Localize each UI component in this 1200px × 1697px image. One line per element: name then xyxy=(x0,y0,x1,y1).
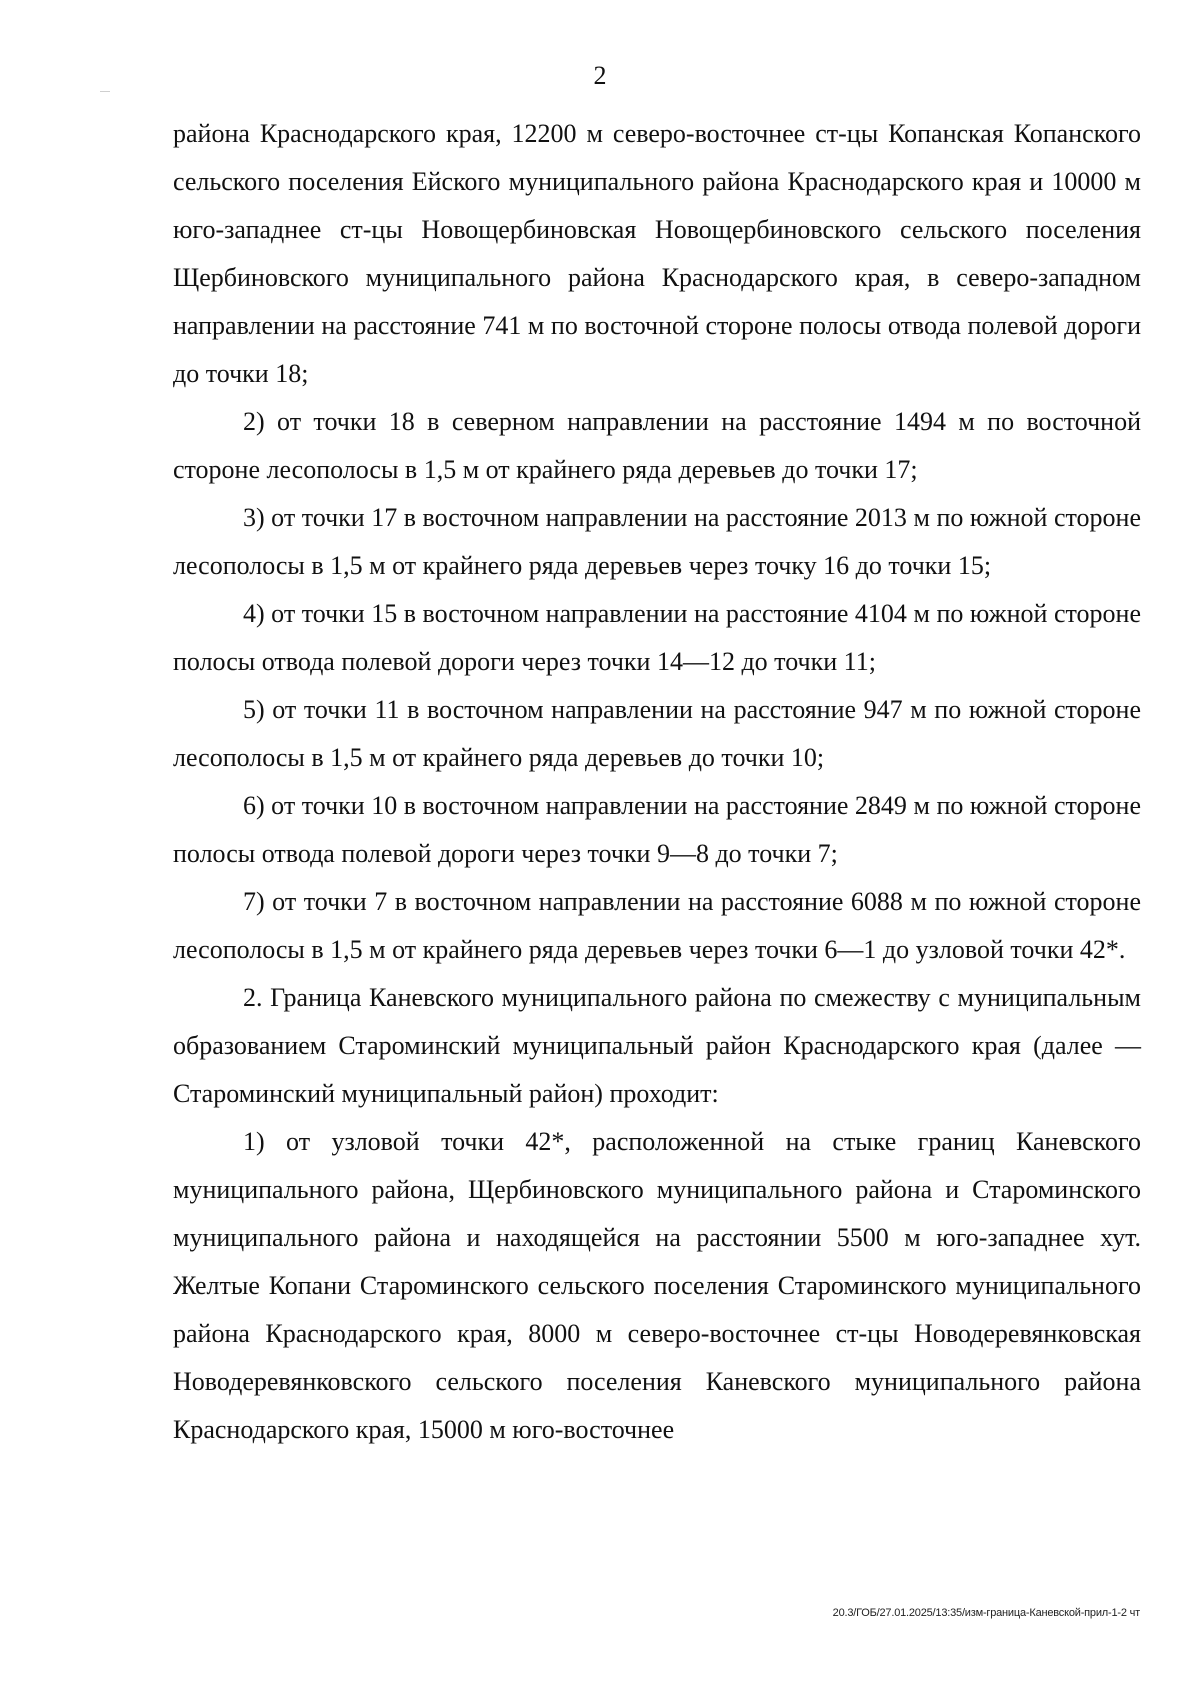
paragraph-section-2-item-1: 1) от узловой точки 42*, расположенной на стыке границ Каневского муниципального района, Щербиновского муниципального района и Староминского муниципального района и находящейся на расстоянии 5500 м юго-западнее хут. Желтые Копани Староминского сельского поселения Староминского муниципального района Краснодарского края, 8000 м северо-восточнее ст-цы Новодеревянковская Новодеревянковского сельского поселения Каневского муниципального района Краснодарского края, 15000 м юго-восточнее xyxy=(173,1127,1141,1444)
paragraph-item-5: 5) от точки 11 в восточном направлении на расстояние 947 м по южной стороне лесополосы в 1,5 м от крайнего ряда деревьев до точки 10; xyxy=(173,695,1141,772)
paragraph-item-7: 7) от точки 7 в восточном направлении на расстояние 6088 м по южной стороне лесополосы в 1,5 м от крайнего ряда деревьев через точки 6—1 до узловой точки 42*. xyxy=(173,887,1141,964)
paragraph-item-2: 2) от точки 18 в северном направлении на расстояние 1494 м по восточной стороне лесополосы в 1,5 м от крайнего ряда деревьев до точки 17; xyxy=(173,407,1141,484)
paragraph-item-4: 4) от точки 15 в восточном направлении на расстояние 4104 м по южной стороне полосы отвода полевой дороги через точки 14—12 до точки 11; xyxy=(173,599,1141,676)
paragraph-item-3: 3) от точки 17 в восточном направлении на расстояние 2013 м по южной стороне лесополосы в 1,5 м от крайнего ряда деревьев через точку 16 до точки 15; xyxy=(173,503,1141,580)
document-body xyxy=(173,110,1141,1454)
document-footer-code: 20.3/ГОБ/27.01.2025/13:35/изм-граница-Каневской-прил-1-2 чт xyxy=(832,1607,1140,1619)
paragraph-continuation: района Краснодарского края, 12200 м северо-восточнее ст-цы Копанская Копанского сельского поселения Ейского муниципального района Краснодарского края и 10000 м юго-западнее ст-цы Новощербиновская Новощербиновского сельского поселения Щербиновского муниципального района Краснодарского края, в северо-западном направлении на расстояние 741 м по восточной стороне полосы отвода полевой дороги до точки 18; xyxy=(173,119,1141,388)
paragraph-section-2: 2. Граница Каневского муниципального района по смежеству с муниципальным образованием Староминский муниципальный район Краснодарского края (далее — Староминский муниципальный район) проходит: xyxy=(173,983,1141,1108)
page-number: 2 xyxy=(593,61,607,90)
paragraph-item-6: 6) от точки 10 в восточном направлении на расстояние 2849 м по южной стороне полосы отвода полевой дороги через точки 9—8 до точки 7; xyxy=(173,791,1141,868)
